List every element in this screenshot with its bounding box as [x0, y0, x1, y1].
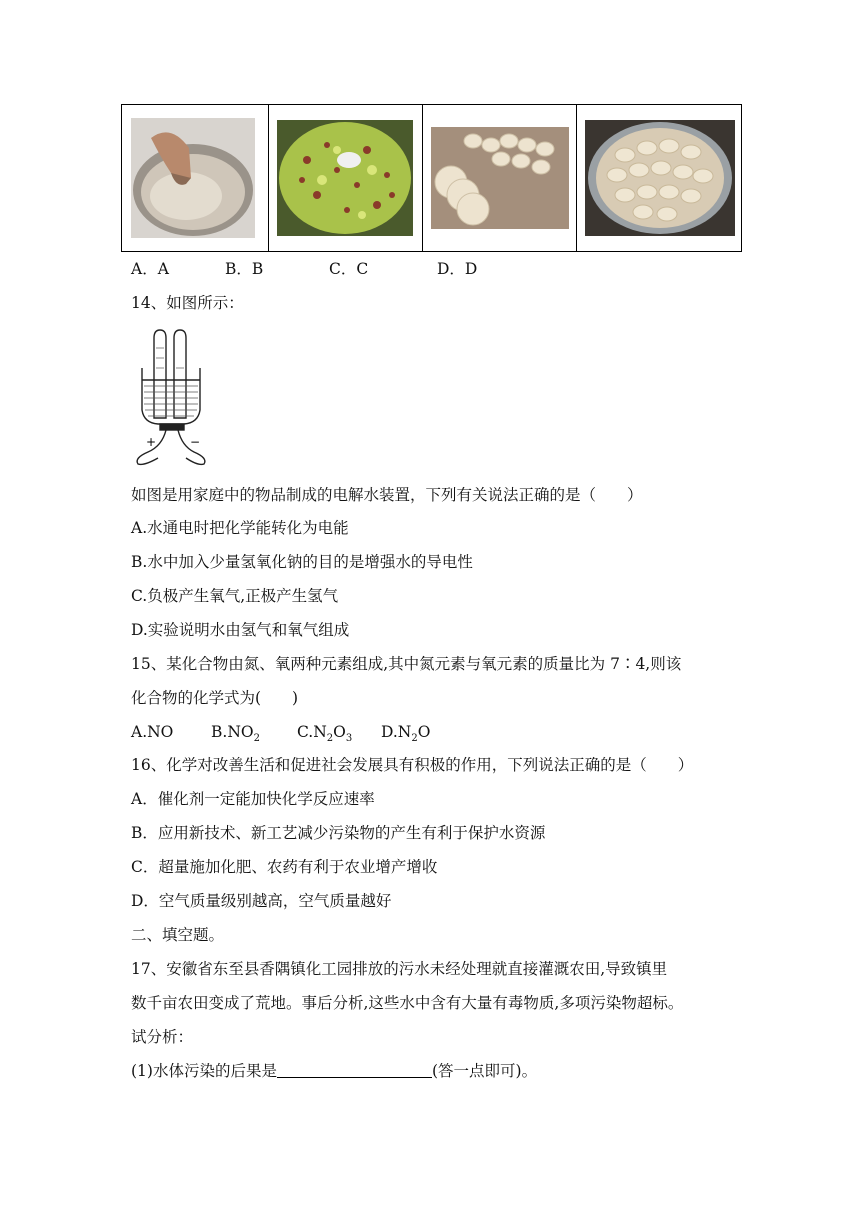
q14-option-a[interactable]: A.水通电时把化学能转化为电能 [131, 519, 349, 537]
dumpling-wrappers-photo [431, 127, 569, 229]
q17-line2: 数千亩农田变成了荒地。事后分析,这些水中含有大量有毒物质,多项污染物超标。 [131, 994, 684, 1012]
q16-option-a[interactable]: A．催化剂一定能加快化学反应速率 [131, 790, 375, 808]
electrolysis-apparatus-diagram [128, 328, 214, 468]
q13-options [131, 258, 477, 280]
q16-stem: 16、化学对改善生活和促进社会发展具有积极的作用，下列说法正确的是（ ） [131, 756, 694, 774]
q15-option-c[interactable]: $C.N_2O_3$ [297, 723, 353, 745]
q13-cell-c [423, 105, 577, 252]
q17-sub1-suffix: (答一点即可)。 [431, 1062, 538, 1080]
q14-number: 14、如图所示： [131, 294, 244, 312]
q13-cell-b [269, 105, 423, 252]
q14-option-b[interactable]: B.水中加入少量氢氧化钠的目的是增强水的导电性 [131, 553, 473, 571]
q16-option-c[interactable]: C．超量施加化肥、农药有利于农业增产增收 [131, 858, 438, 876]
dumplings-steamer-photo [585, 120, 735, 236]
q17-line1: 17、安徽省东至县香隅镇化工园排放的污水未经处理就直接灌溉农田,导致镇里 [131, 960, 668, 978]
q15-stem-line2: 化合物的化学式为( ) [131, 689, 299, 707]
positive-terminal-label: + [146, 435, 157, 449]
q17-line3: 试分析： [131, 1028, 194, 1046]
q17-sub1-prefix: (1)水体污染的后果是 [131, 1062, 277, 1080]
section-heading-fill-in: 二、填空题。 [131, 926, 225, 944]
mixing-flour-photo [131, 118, 255, 238]
q14-option-c[interactable]: C.负极产生氧气,正极产生氢气 [131, 587, 339, 605]
q15-option-b[interactable]: $B.NO_2$ [211, 723, 260, 745]
q17-sub1 [131, 1060, 537, 1082]
q13-option-a[interactable]: A．A [131, 260, 169, 278]
q13-option-b[interactable]: B．B [225, 260, 264, 278]
q15-option-d[interactable]: $D.N_2O$ [381, 723, 431, 745]
q16-option-d[interactable]: D．空气质量级别越高，空气质量越好 [131, 892, 392, 910]
q16-option-b[interactable]: B．应用新技术、新工艺减少污染物的产生有利于保护水资源 [131, 824, 546, 842]
q15-options [131, 721, 430, 750]
q13-image-table [121, 104, 742, 252]
q13-cell-a [122, 105, 269, 252]
q13-option-c[interactable]: C．C [329, 260, 369, 278]
q15-stem-line1: 15、某化合物由氮、氧两种元素组成,其中氮元素与氧元素的质量比为 7∶4,则该 [131, 655, 682, 673]
q13-cell-d [577, 105, 742, 252]
q15-option-a[interactable]: A.NO [131, 723, 174, 741]
vegetable-filling-photo [277, 120, 413, 236]
negative-terminal-label: − [190, 435, 201, 449]
q14-option-d[interactable]: D.实验说明水由氢气和氧气组成 [131, 621, 350, 639]
q17-sub1-answer-blank[interactable] [277, 1061, 432, 1078]
q13-option-d[interactable]: D．D [437, 260, 478, 278]
q14-stem: 如图是用家庭中的物品制成的电解水装置，下列有关说法正确的是（ ） [131, 486, 643, 504]
